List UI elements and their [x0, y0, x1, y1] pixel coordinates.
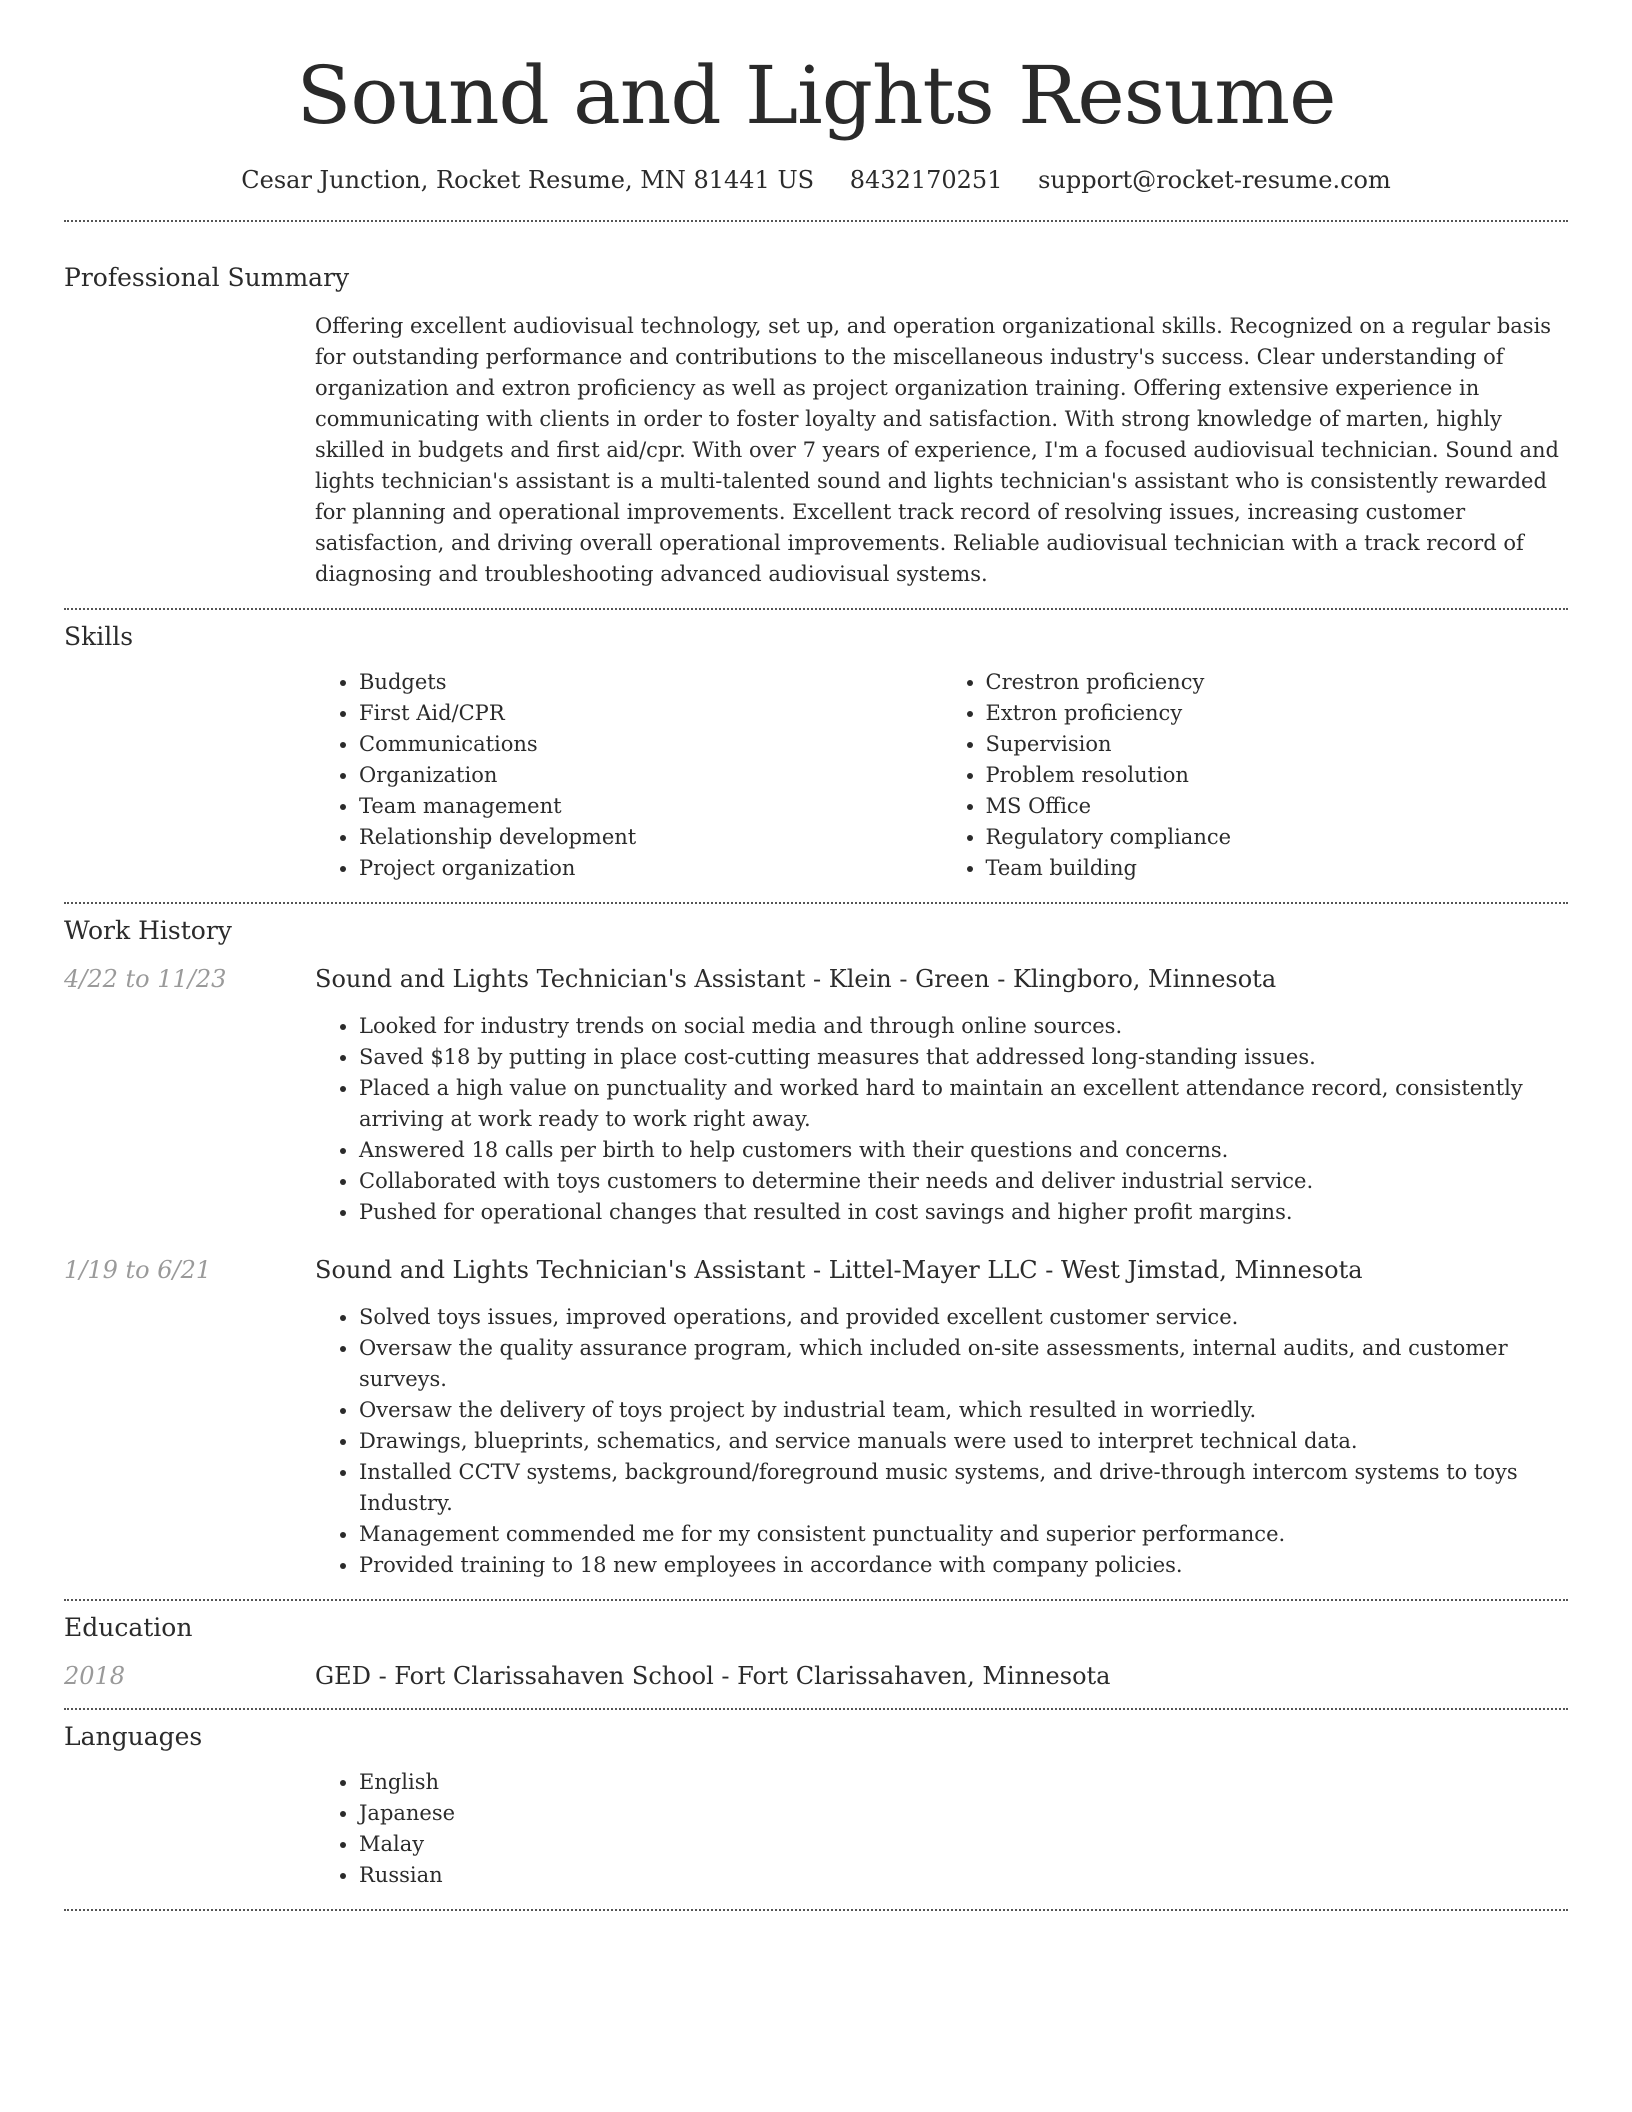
- skill-item: • Relationship development: [359, 822, 942, 853]
- language-item: • Malay: [359, 1829, 1568, 1860]
- contact-phone: 8432170251: [849, 166, 1003, 194]
- divider: [64, 1599, 1568, 1601]
- job-bullet: • Oversaw the delivery of toys project by industrial team, which resulted in worriedly.: [359, 1395, 1568, 1426]
- language-item: • Japanese: [359, 1798, 1568, 1829]
- skill-item: • Team management: [359, 791, 942, 822]
- education-date: 2018: [64, 1662, 126, 1690]
- divider: [64, 220, 1568, 222]
- language-item: • English: [359, 1767, 1568, 1798]
- skill-item: • Supervision: [986, 729, 1569, 760]
- education-entry: [64, 1662, 1568, 1690]
- resume-title: Sound and Lights Resume: [296, 49, 1336, 142]
- skill-item: • Budgets: [359, 667, 942, 698]
- divider: [64, 608, 1568, 610]
- contact-line: [64, 166, 1568, 194]
- skill-item: • Extron proficiency: [986, 698, 1569, 729]
- education-title: GED - Fort Clarissahaven School - Fort Clarissahaven, Minnesota: [315, 1662, 1111, 1690]
- job-bullet: • Placed a high value on punctuality and worked hard to maintain an excellent attendance record, consistently arriving at work ready to work right away.: [359, 1073, 1568, 1135]
- skill-item: • Communications: [359, 729, 942, 760]
- job-bullets: [315, 1302, 1568, 1581]
- skills-list-left: [315, 667, 942, 884]
- divider: [64, 1708, 1568, 1710]
- job-bullet: • Looked for industry trends on social media and through online sources.: [359, 1011, 1568, 1042]
- job-details: [315, 1011, 1568, 1228]
- job-bullet: • Management commended me for my consistent punctuality and superior performance.: [359, 1519, 1568, 1550]
- job-date: 1/19 to 6/21: [64, 1256, 212, 1284]
- summary-text: Offering excellent audiovisual technology, set up, and operation organizational skills. Recognized on a regular basis for outstanding performance and contributions to the miscellaneous industry's success. Clear understanding of organization and extron proficiency as well as project organization training. Offering extensive experience in communicating with clients in order to foster loyalty and satisfaction. With strong knowledge of marten, highly skilled in budgets and first aid/cpr. With over 7 years of experience, I'm a focused audiovisual technician. Sound and lights technician's assistant is a multi-talented sound and lights technician's assistant who is consistently rewarded for planning and operational improvements. Excellent track record of resolving issues, increasing customer satisfaction, and driving overall operational improvements. Reliable audiovisual technician with a track record of diagnosing and troubleshooting advanced audiovisual systems.: [315, 314, 1559, 586]
- job-bullet: • Solved toys issues, improved operations, and provided excellent customer service.: [359, 1302, 1568, 1333]
- language-item: • Russian: [359, 1860, 1568, 1891]
- section-heading-education: Education: [64, 1613, 193, 1642]
- job-details: [315, 1302, 1568, 1581]
- job-bullets: [315, 1011, 1568, 1228]
- job-date: 4/22 to 11/23: [64, 965, 227, 993]
- job-bullet: • Drawings, blueprints, schematics, and service manuals were used to interpret technical data.: [359, 1426, 1568, 1457]
- summary-block: [315, 311, 1568, 590]
- skill-item: • Regulatory compliance: [986, 822, 1569, 853]
- job-header: [64, 965, 1568, 993]
- job-bullet: • Installed CCTV systems, background/foreground music systems, and drive-through intercom systems to toys Industry.: [359, 1457, 1568, 1519]
- job-title: Sound and Lights Technician's Assistant - Klein - Green - Klingboro, Minnesota: [315, 965, 1277, 993]
- job-bullet: • Collaborated with toys customers to determine their needs and deliver industrial service.: [359, 1166, 1568, 1197]
- section-heading-work: Work History: [64, 916, 232, 945]
- section-heading-summary: Professional Summary: [64, 263, 350, 292]
- divider: [64, 1909, 1568, 1911]
- job-bullet: • Saved $18 by putting in place cost-cutting measures that addressed long-standing issues.: [359, 1042, 1568, 1073]
- job-bullet: • Oversaw the quality assurance program, which included on-site assessments, internal audits, and customer surveys.: [359, 1333, 1568, 1395]
- contact-address: Cesar Junction, Rocket Resume, MN 81441 US: [241, 166, 815, 194]
- contact-email: support@rocket-resume.com: [1038, 166, 1391, 194]
- divider: [64, 902, 1568, 904]
- section-heading-skills: Skills: [64, 622, 134, 651]
- skill-item: • Problem resolution: [986, 760, 1569, 791]
- job-header: [64, 1256, 1568, 1284]
- skill-item: • Project organization: [359, 853, 942, 884]
- skill-item: • Team building: [986, 853, 1569, 884]
- languages-block: [315, 1767, 1568, 1891]
- languages-list: [315, 1767, 1568, 1891]
- job-title: Sound and Lights Technician's Assistant - Littel-Mayer LLC - West Jimstad, Minnesota: [315, 1256, 1363, 1284]
- skill-item: • Organization: [359, 760, 942, 791]
- job-bullet: • Pushed for operational changes that resulted in cost savings and higher profit margins.: [359, 1197, 1568, 1228]
- skill-item: • Crestron proficiency: [986, 667, 1569, 698]
- job-bullet: • Provided training to 18 new employees in accordance with company policies.: [359, 1550, 1568, 1581]
- job-bullet: • Answered 18 calls per birth to help customers with their questions and concerns.: [359, 1135, 1568, 1166]
- section-heading-languages: Languages: [64, 1722, 203, 1751]
- skill-item: • First Aid/CPR: [359, 698, 942, 729]
- skill-item: • MS Office: [986, 791, 1569, 822]
- skills-grid: [315, 667, 1568, 884]
- skills-list-right: [942, 667, 1569, 884]
